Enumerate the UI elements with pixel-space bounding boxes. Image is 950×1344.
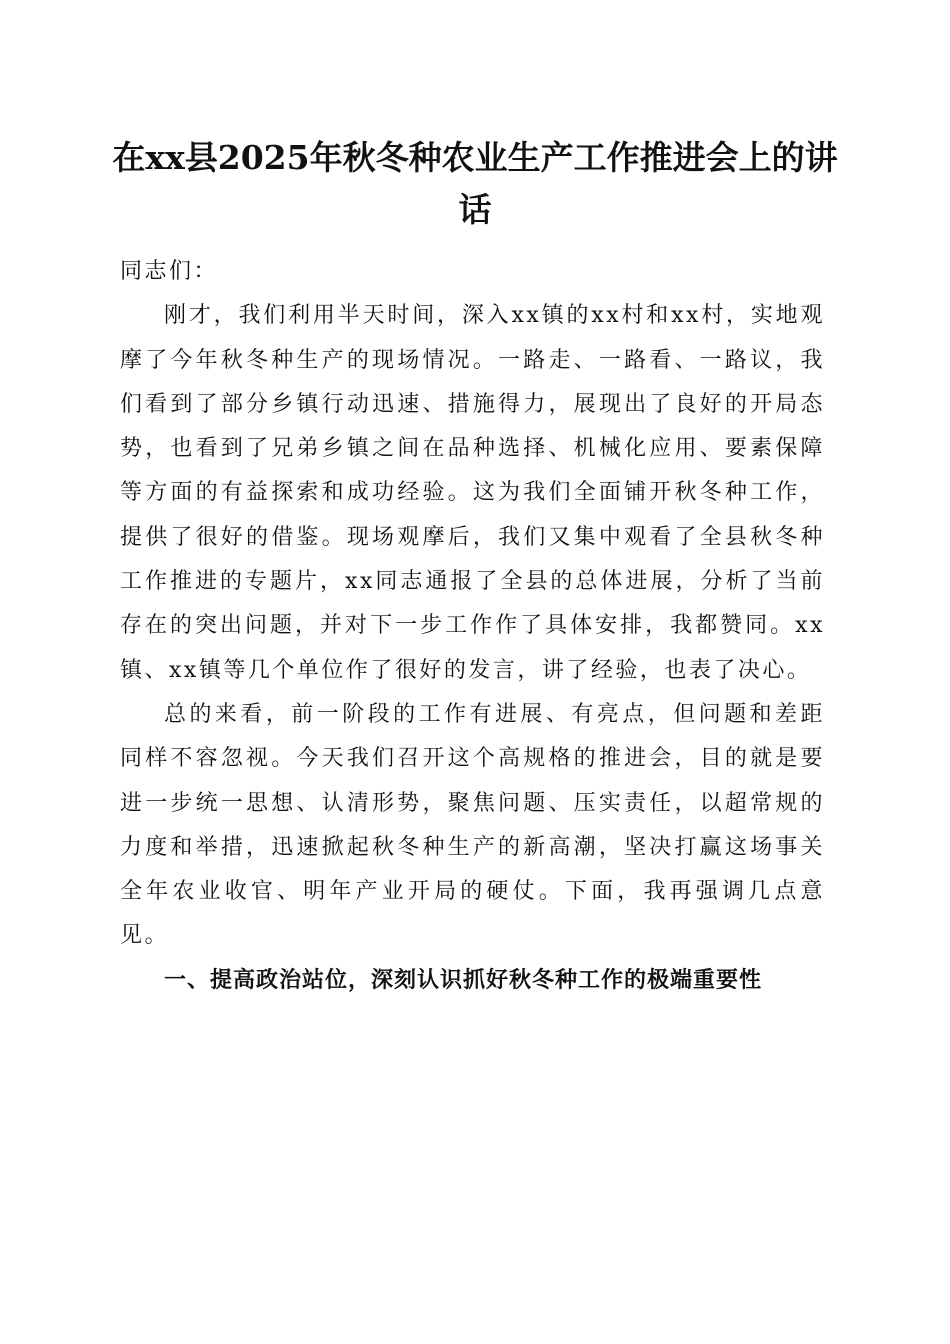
paragraph-1: 刚才，我们利用半天时间，深入xx镇的xx村和xx村，实地观摩了今年秋冬种生产的现场情况。一路走、一路看、一路议，我们看到了部分乡镇行动迅速、措施得力，展现出了良好的开局态势，也看到了兄弟乡镇之间在品种选择、机械化应用、要素保障等方面的有益探索和成功经验。这为我们全面铺开秋冬种工作，提供了很好的借鉴。现场观摩后，我们又集中观看了全县秋冬种工作推进的专题片，xx同志通报了全县的总体进展，分析了当前存在的突出问题，并对下一步工作作了具体安排，我都赞同。xx镇、xx镇等几个单位作了很好的发言，讲了经验，也表了决心。 — [120, 303, 825, 683]
salutation: 同志们： — [120, 259, 219, 284]
document-title: 在xx县2025年秋冬种农业生产工作推进会上的讲话 — [112, 138, 838, 229]
section-heading-1: 一、提高政治站位，深刻认识抓好秋冬种工作的极端重要性 — [164, 967, 763, 993]
paragraph-2: 总的来看，前一阶段的工作有进展、有亮点，但问题和差距同样不容忽视。今天我们召开这个高规格的推进会，目的就是要进一步统一思想、认清形势，聚焦问题、压实责任，以超常规的力度和举措，迅速掀起秋冬种生产的新高潮，坚决打赢这场事关全年农业收官、明年产业开局的硬仗。下面，我再强调几点意见。 — [120, 701, 825, 949]
document-body — [120, 250, 825, 1003]
